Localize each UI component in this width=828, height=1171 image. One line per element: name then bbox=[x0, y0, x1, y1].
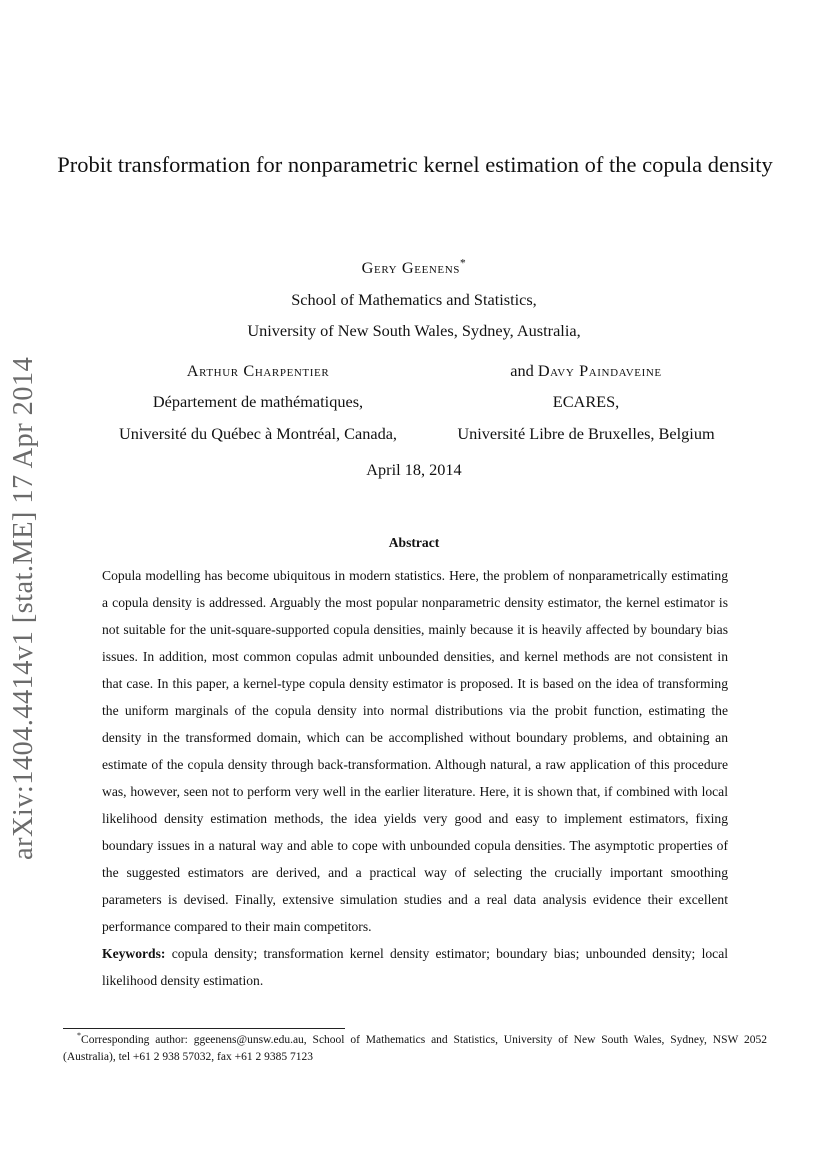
footnote-text: Corresponding author: ggeenens@unsw.edu.au, School of Mathematics and Statistics, University of New South Wales, Sydney, NSW 2052 (Australia), tel +61 2 938 57032, fax +61 2 9385 7123 bbox=[63, 1034, 767, 1063]
footnote-mark: * bbox=[77, 1031, 82, 1041]
author-name: Gery Geenens bbox=[361, 258, 461, 277]
author-name: Davy Paindaveine bbox=[537, 361, 662, 380]
affiliation-line: Département de mathématiques, bbox=[152, 392, 364, 411]
author-prefix: and bbox=[510, 361, 538, 380]
keywords-label: Keywords: bbox=[102, 946, 166, 961]
footnote-rule bbox=[63, 1028, 345, 1029]
abstract-heading: Abstract bbox=[388, 535, 440, 550]
keywords bbox=[102, 940, 728, 994]
author-name: Arthur Charpentier bbox=[186, 361, 330, 380]
keywords-text: copula density; transformation kernel density estimator; boundary bias; unbounded density; local likelihood density estimation. bbox=[102, 946, 728, 988]
author-geenens bbox=[0, 258, 828, 278]
paper-title: Probit transformation for nonparametric kernel estimation of the copula density bbox=[57, 152, 773, 177]
affiliation-line: Université du Québec à Montréal, Canada, bbox=[118, 424, 398, 443]
affiliation-geenens-line2: University of New South Wales, Sydney, Australia, bbox=[247, 321, 581, 340]
footnote bbox=[63, 1032, 767, 1066]
affiliation-line: ECARES, bbox=[552, 392, 620, 411]
abstract-body bbox=[102, 562, 728, 994]
paper-date: April 18, 2014 bbox=[366, 460, 462, 479]
abstract-text: Copula modelling has become ubiquitous in modern statistics. Here, the problem of nonparametrically estimating a copula density is addressed. Arguably the most popular nonparametric density estimator, the kernel estimator is not suitable for the unit-square-supported copula densities, mainly because it is heavily affected by boundary bias issues. In addition, most common copulas admit unbounded densities, and kernel methods are not consistent in that case. In this paper, a kernel-type copula density estimator is proposed. It is based on the idea of transforming the uniform marginals of the copula density into normal distributions via the probit function, estimating the density in the transformed domain, which can be accomplished without boundary problems, and obtaining an estimate of the copula density through back-transformation. Although natural, a raw application of this procedure was, however, seen not to perform very well in the earlier literature. Here, it is shown that, if combined with local likelihood density estimation methods, the idea yields very good and easy to implement estimators, fixing boundary issues in a natural way and able to cope with unbounded copula densities. The asymptotic properties of the suggested estimators are derived, and a practical way of selecting the crucially important smoothing parameters is devised. Finally, extensive simulation studies and a real data analysis evidence their excellent performance compared to their main competitors. bbox=[102, 568, 728, 934]
affiliation-line: Université Libre de Bruxelles, Belgium bbox=[457, 424, 715, 443]
author-line bbox=[436, 361, 736, 381]
corresponding-author-mark: * bbox=[460, 257, 467, 270]
arxiv-identifier-stamp: arXiv:1404.4414v1 [stat.ME] 17 Apr 2014 bbox=[8, 356, 39, 860]
affiliation-geenens-line1: School of Mathematics and Statistics, bbox=[291, 290, 537, 309]
